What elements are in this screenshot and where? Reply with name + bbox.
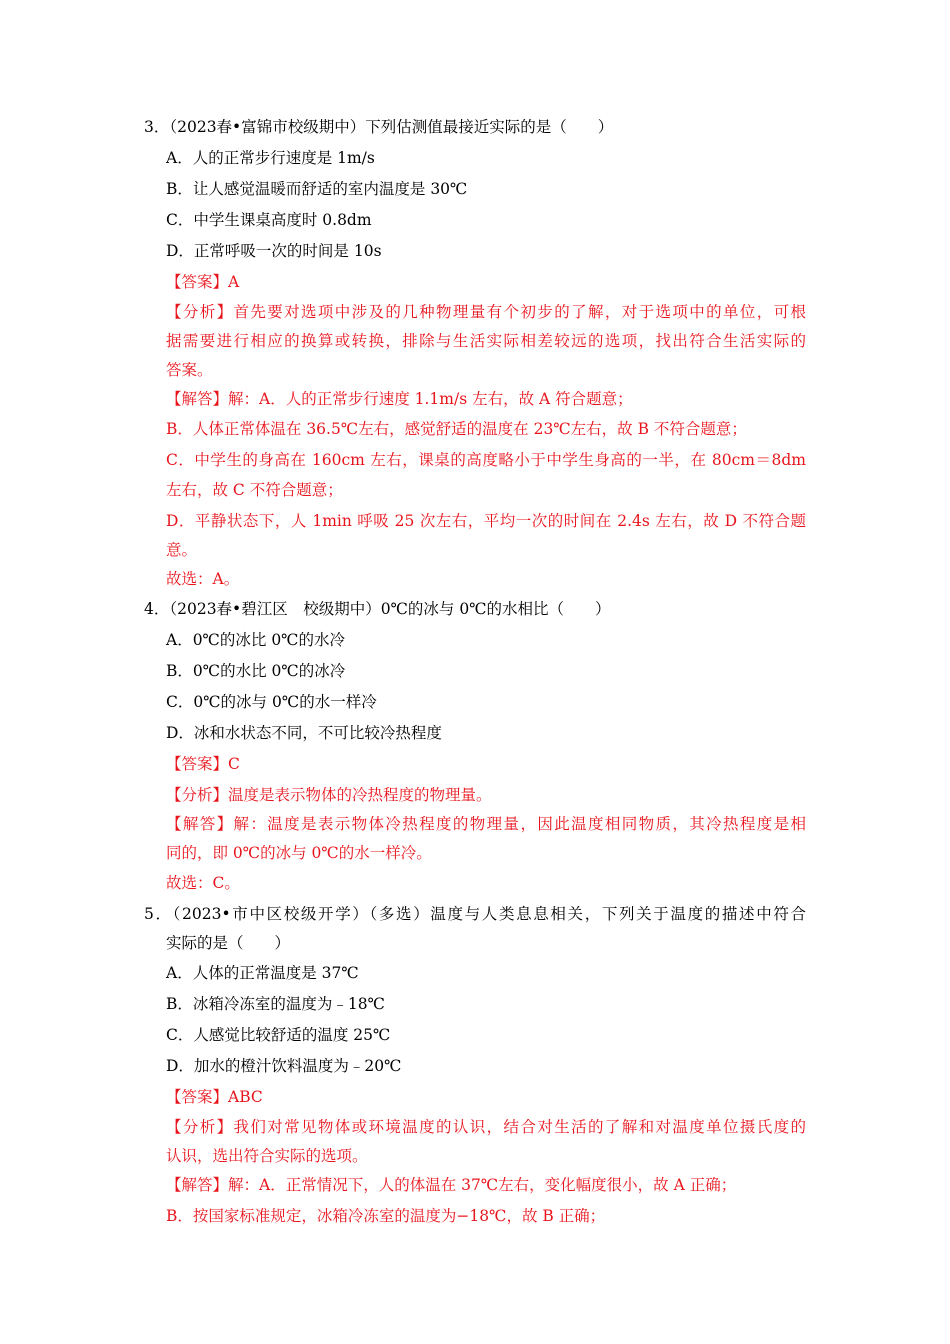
- question-3-stem: 3．（2023春•富锦市校级期中）下列估测值最接近实际的是（ ）: [144, 118, 614, 136]
- question-4-answer: 【答案】C: [166, 755, 240, 773]
- question-3-solution-line-6: 意。: [166, 541, 198, 559]
- question-3-solution-line-5: D．平静状态下，人 1min 呼吸 25 次左右，平均一次的时间在 2.4s 左右，故 D 不符合题: [166, 512, 806, 530]
- question-3-answer: 【答案】A: [166, 273, 240, 291]
- question-5-option-a: A．人体的正常温度是 37℃: [166, 964, 359, 982]
- question-3-option-a: A．人的正常步行速度是 1m/s: [166, 149, 375, 167]
- question-4-option-d: D．冰和水状态不同，不可比较冷热程度: [166, 724, 442, 742]
- question-3-option-c: C．中学生课桌高度时 0.8dm: [166, 211, 372, 229]
- question-5-stem-line-2: 实际的是（ ）: [166, 934, 291, 952]
- question-3-solution-line-3: C．中学生的身高在 160cm 左右，课桌的高度略小于中学生身高的一半，在 80cm＝8dm: [166, 451, 806, 469]
- question-3-solution-line-1: 【解答】解：A．人的正常步行速度 1.1m/s 左右，故 A 符合题意；: [166, 390, 633, 408]
- question-4-solution-line-2: 同的，即 0℃的冰与 0℃的水一样冷。: [166, 844, 432, 862]
- question-5-solution-line-2: B．按国家标准规定，冰箱冷冻室的温度为−18℃，故 B 正确；: [166, 1207, 606, 1225]
- question-5-solution-line-1: 【解答】解：A．正常情况下，人的体温在 37℃左右，变化幅度很小，故 A 正确；: [166, 1176, 737, 1194]
- question-4-option-b: B．0℃的水比 0℃的冰冷: [166, 662, 346, 680]
- question-5-analysis-line-1: 【分析】我们对常见物体或环境温度的认识，结合对生活的了解和对温度单位摄氏度的: [166, 1118, 806, 1136]
- question-5-stem-line-1: 5．（2023•市中区校级开学）（多选）温度与人类息息相关，下列关于温度的描述中符合: [144, 905, 806, 923]
- question-4-choice: 故选：C。: [166, 874, 240, 892]
- question-4-option-a: A．0℃的冰比 0℃的水冷: [166, 631, 346, 649]
- question-4-solution-line-1: 【解答】解：温度是表示物体冷热程度的物理量，因此温度相同物质，其冷热程度是相: [166, 815, 806, 833]
- question-5-option-b: B．冰箱冷冻室的温度为﹣18℃: [166, 995, 385, 1013]
- question-5-option-c: C．人感觉比较舒适的温度 25℃: [166, 1026, 391, 1044]
- question-5-answer: 【答案】ABC: [166, 1088, 263, 1106]
- question-3-option-d: D．正常呼吸一次的时间是 10s: [166, 242, 382, 260]
- question-5-option-d: D．加水的橙汁饮料温度为﹣20℃: [166, 1057, 402, 1075]
- question-3-option-b: B．让人感觉温暖而舒适的室内温度是 30℃: [166, 180, 468, 198]
- question-4-stem: 4．（2023春•碧江区 校级期中）0℃的冰与 0℃的水相比（ ）: [144, 600, 611, 618]
- question-3-choice: 故选：A。: [166, 570, 240, 588]
- question-3-solution-line-4: 左右，故 C 不符合题意；: [166, 481, 343, 499]
- question-3-analysis-line-1: 【分析】首先要对选项中涉及的几种物理量有个初步的了解，对于选项中的单位，可根: [166, 303, 806, 321]
- question-3-analysis-line-3: 答案。: [166, 361, 213, 379]
- question-4-analysis-line-1: 【分析】温度是表示物体的冷热程度的物理量。: [166, 786, 492, 804]
- question-3-analysis-line-2: 据需要进行相应的换算或转换，排除与生活实际相差较远的选项，找出符合生活实际的: [166, 332, 806, 350]
- question-4-option-c: C．0℃的冰与 0℃的水一样冷: [166, 693, 377, 711]
- question-5-analysis-line-2: 认识，选出符合实际的选项。: [166, 1147, 368, 1165]
- question-3-solution-line-2: B．人体正常体温在 36.5℃左右，感觉舒适的温度在 23℃左右，故 B 不符合题意；: [166, 420, 747, 438]
